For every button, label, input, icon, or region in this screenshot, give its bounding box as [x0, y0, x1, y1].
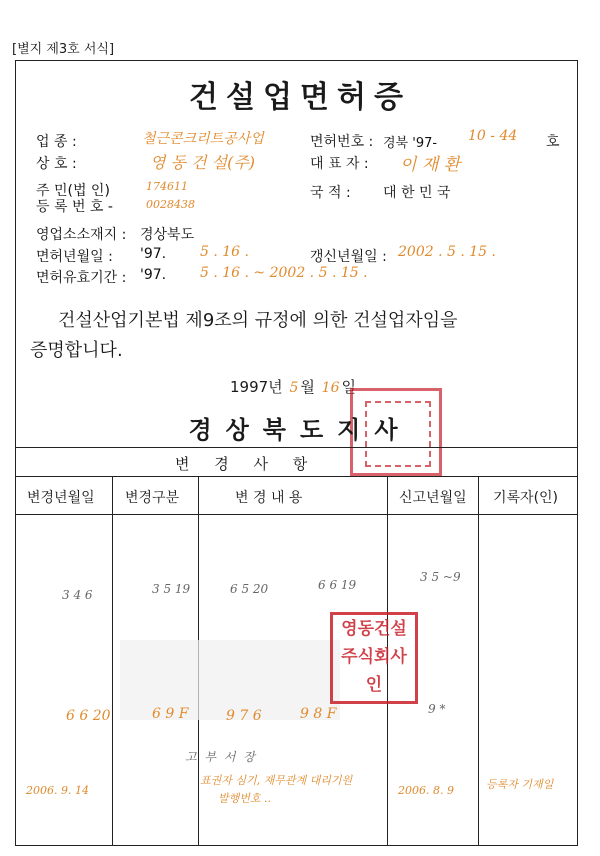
change-entry: 표권자 심기, 재무관계 대리기원: [200, 774, 353, 787]
trade-name-value: 영 동 건 설(주): [150, 153, 256, 172]
change-entry: 3 4 6: [62, 588, 93, 602]
business-type-value: 철근콘크리트공사업: [142, 131, 264, 147]
location-value: 경상북도: [140, 227, 195, 243]
change-entry: 2006. 8. 9: [398, 784, 454, 797]
change-entry: 3 5 19: [152, 582, 191, 596]
license-date-hand: 5 . 16 .: [200, 244, 249, 260]
form-code: [별지 제3호 서식]: [12, 42, 115, 57]
company-seal: 영동건설주식회사인: [330, 612, 418, 704]
issue-month-unit: 월: [300, 378, 315, 396]
nationality-value: 대 한 민 국: [383, 185, 451, 201]
trade-name-label: 상 호 :: [36, 156, 77, 172]
certification-line-2: 증명합니다.: [30, 340, 123, 361]
change-table-header: [15, 447, 578, 477]
certificate-title: 건설업면허증: [189, 80, 411, 115]
representative-value: 이 재 환: [400, 155, 461, 175]
issuing-authority: 경상북도지사: [188, 416, 412, 444]
issue-day-unit: 일: [341, 378, 356, 396]
change-entry: 6 5 20: [230, 582, 269, 596]
license-date-prefix: '97.: [140, 246, 167, 262]
change-entry: 9 8 F: [300, 706, 337, 722]
location-label: 영업소소재지 :: [36, 227, 127, 243]
office-stamp-text: 고 부 서 장: [185, 750, 257, 764]
change-entry: 발행번호 ..: [218, 792, 271, 805]
table-divider: [112, 477, 113, 845]
change-entry: 등록자 기재일: [486, 778, 554, 791]
license-no-prefix: 경북 '97-: [383, 136, 438, 151]
license-no-label: 면허번호 :: [310, 134, 374, 150]
license-no-suffix: 호: [546, 134, 560, 150]
change-entry: 6 6 20: [66, 708, 111, 724]
change-entry: 6 6 19: [318, 578, 357, 592]
change-entry: 3 5 ~9: [420, 570, 461, 584]
table-divider: [478, 477, 479, 845]
change-table-columns: [15, 477, 578, 515]
change-entry: 2006. 9. 14: [26, 784, 89, 797]
col-change-date: 변경년월일: [27, 490, 95, 506]
col-report-date: 신고년월일: [399, 490, 467, 506]
certification-line-1: 건설산업기본법 제9조의 규정에 의한 건설업자임을: [58, 310, 458, 331]
renew-date-label: 갱신년월일 :: [310, 249, 387, 265]
valid-period-hand: 5 . 16 . ~ 2002 . 5 . 15 .: [200, 265, 368, 281]
reg-no-value-1: 174611: [146, 180, 188, 193]
license-date-label: 면허년월일 :: [36, 249, 113, 265]
reg-no-label-1: 주 민(법 인): [36, 183, 110, 199]
issue-year: 1997년: [230, 378, 283, 396]
change-entry: 9 *: [428, 702, 446, 716]
reg-no-label-2: 등 록 번 호 -: [36, 199, 113, 215]
col-change-type: 변경구분: [125, 490, 180, 506]
change-table-title: 변 경 사 항: [175, 455, 318, 473]
issue-date: [230, 376, 356, 397]
issue-day: 16: [321, 380, 340, 396]
reg-no-value-2: 0028438: [146, 198, 195, 211]
certification-text: [30, 306, 560, 366]
change-entry: 6 9 F: [152, 706, 189, 722]
license-no-value: 10 - 44: [468, 128, 518, 144]
nationality-label: 국 적 :: [310, 185, 351, 201]
renew-date-hand: 2002 . 5 . 15 .: [398, 244, 496, 260]
col-change-content: 변 경 내 용: [235, 490, 303, 506]
change-entry: 9 7 6: [226, 708, 262, 724]
valid-period-label: 면허유효기간 :: [36, 270, 127, 286]
valid-period-prefix: '97.: [140, 267, 167, 283]
representative-label: 대 표 자 :: [310, 156, 369, 172]
business-type-label: 업 종 :: [36, 134, 77, 150]
issue-month: 5: [289, 380, 299, 396]
col-recorder: 기록자(인): [493, 490, 559, 506]
